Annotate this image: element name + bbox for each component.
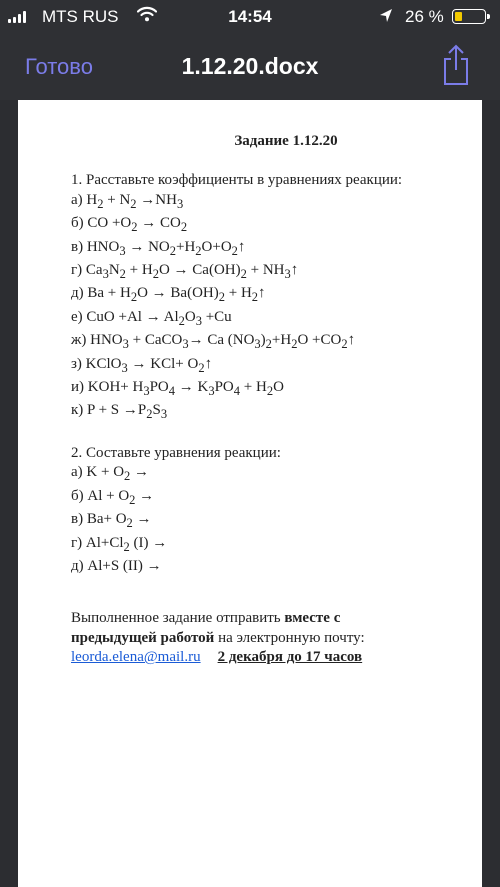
document-content	[71, 132, 471, 668]
reaction-equation: ж) $HNO_3$ + CaCO$_3$→ Ca $(NO_3)_2+H_2O$ $+CO_2↑$	[71, 332, 356, 352]
navigation-bar	[0, 34, 500, 100]
document-page	[18, 100, 482, 887]
task1-list	[71, 191, 471, 425]
task2-title: 2. Составьте уравнения реакции:	[71, 444, 281, 461]
contact-line	[71, 648, 471, 667]
reaction-equation: б) CO $+O_2 \to CO_2$	[71, 215, 188, 235]
reaction-equation: г) $Ca_3N_2 + H_2O \to Ca(OH)_2$ + $NH_3↑$	[71, 262, 299, 282]
clock: 14:54	[228, 7, 272, 26]
location-arrow-icon	[379, 8, 393, 23]
document-title: 1.12.20.docx	[181, 53, 319, 79]
submission-note-2: предыдущей работой на электронную почту:	[71, 629, 365, 646]
reaction-equation: з) KClO$_3$ → $KCl+ O_2↑$	[71, 355, 213, 375]
reaction-prompt: г) $Al+Cl_2$ (I) →	[71, 534, 168, 554]
reaction-prompt: д) Al+S (II) →	[71, 557, 162, 574]
reaction-equation: и) $KOH+ H_3PO_4 \to K_3PO_4 + H_2O$	[71, 379, 284, 399]
done-button[interactable]: Готово	[25, 54, 93, 79]
battery-percent: 26 %	[405, 7, 444, 26]
reaction-prompt: в) $Ba+ O_2$ →	[71, 511, 152, 531]
document-heading: Задание 1.12.20	[234, 133, 338, 149]
reaction-equation: а) $H_2 + N_2 \to NH_3$	[71, 191, 184, 211]
carrier-label: MTS RUS	[42, 7, 119, 26]
task2-list	[71, 463, 471, 576]
reaction-prompt: б) $Al + O_2$ →	[71, 487, 155, 507]
battery-icon	[452, 9, 486, 24]
reaction-equation: е) CuO $+Al \to Al_2O_3 +Cu$	[71, 308, 232, 328]
reaction-equation: д) $Ba + H_2O \to Ba(OH)_2$ + $H_2↑$	[71, 285, 266, 305]
status-bar	[0, 0, 500, 34]
reaction-equation: в) $HNO_3$ → $NO_2+H_2O+O_2↑$	[71, 238, 246, 258]
deadline-text: 2 декабря до 17 часов	[217, 649, 363, 666]
submission-note: Выполненное задание отправить вместе с	[71, 610, 341, 627]
reaction-equation: к) $P + S \to P_2S_3$	[71, 402, 168, 422]
task1-title: 1. Расставьте коэффициенты в уравнениях реакции:	[71, 172, 403, 189]
email-link[interactable]: leorda.elena@mail.ru	[71, 649, 201, 666]
share-icon[interactable]	[441, 43, 471, 87]
reaction-prompt: а) $K + O_2$ →	[71, 464, 150, 484]
